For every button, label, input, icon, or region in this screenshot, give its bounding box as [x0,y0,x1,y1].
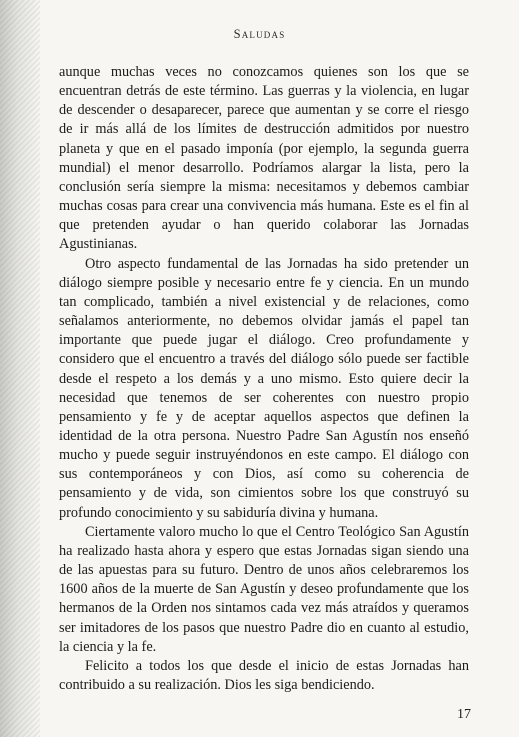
page-gutter-shadow [0,0,40,737]
paragraph: Felicito a todos los que desde el inicio de estas Jornadas han contribuido a su realización. Dios les siga bendiciendo. [59,657,469,693]
running-head: Saludas [233,27,286,41]
paragraph: Ciertamente valoro mucho lo que el Centro Teológico San Agustín ha realizado hasta ahora y espero que estas Jornadas sigan siendo una de las apuestas para su futuro. Dentro de unos años celebraremos los 1600 años de la muerte de San Agustín y deseo profundamente que los hermanos de la Orden nos sintamos cada vez más atraídos y queramos ser imitadores de los pasos que nuestro Padre dio en cuanto al estudio, la ciencia y la fe. [59,523,469,655]
paragraph: Otro aspecto fundamental de las Jornadas ha sido pretender un diálogo siempre posible y necesario entre fe y ciencia. En un mundo tan complicado, también a nivel existencial y de relaciones, como señalamos anteriormente, no debemos olvidar jamás el papel tan importante que puede jugar el diálogo. Creo profundamente y considero que el encuentro a través del diálogo sólo puede ser factible desde el respeto a los demás y a uno mismo. Esto quiere decir la necesidad que tenemos de ser coherentes con nuestro propio pensamiento y fe y de aceptar aquellos aspectos que definen la identidad de la otra persona. Nuestro Padre San Agustín nos enseñó mucho y puede seguir instruyéndonos en este campo. El diálogo con sus contemporáneos y con Dios, así como su coherencia de pensamiento y de vida, son cimientos sobre los que construyó su profundo conocimiento y su sabiduría divina y humana. [59,255,469,521]
paragraph-continued: aunque muchas veces no conozcamos quienes son los que se encuentran detrás de este término. Las guerras y la violencia, en lugar de descender o desaparecer, parece que aumentan y se corre el riesgo de ir más allá de los límites de destrucción admitidos por nuestro planeta y que en el pasado imponía (por ejemplo, la segunda guerra mundial) el menor desarrollo. Podríamos alargar la lista, pero la conclusión sería siempre la misma: necesitamos y debemos cambiar muchas cosas para crear una convivencia más humana. Este es el fin al que pretenden ayudar o han querido colaborar las Jornadas Agustinianas. [59,64,469,253]
body-text [59,63,469,695]
page-number: 17 [457,707,471,722]
